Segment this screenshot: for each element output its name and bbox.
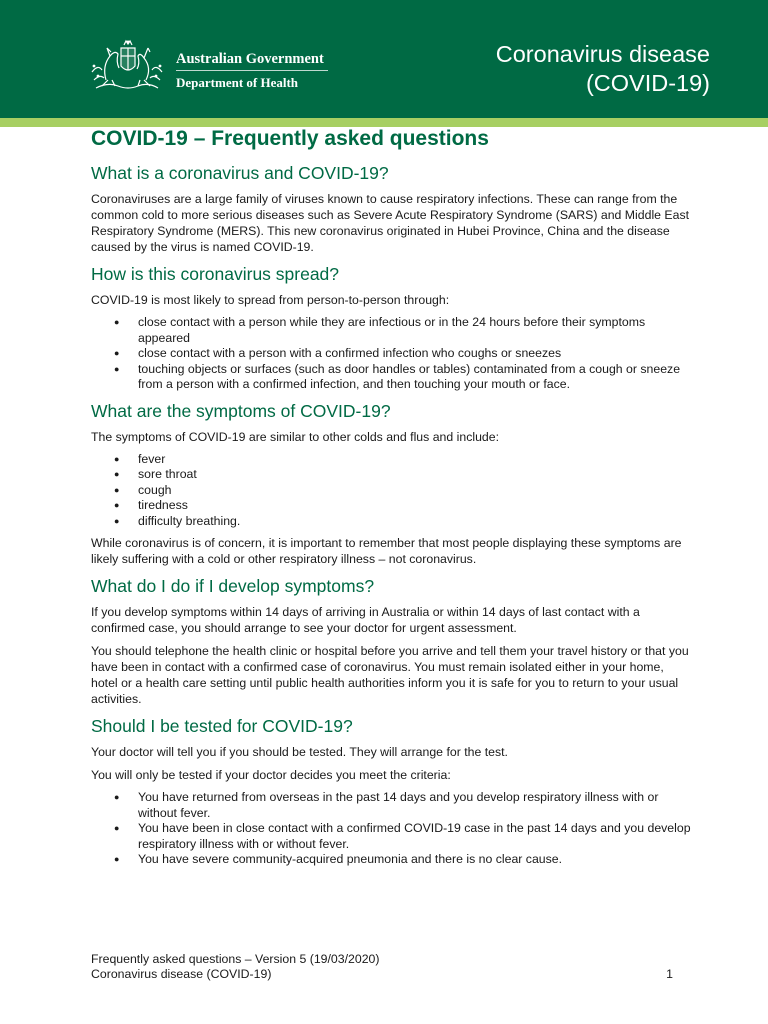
list-item [91, 483, 691, 499]
bullet-icon: ● [114, 515, 120, 526]
list-item [91, 467, 691, 483]
bullet-list [91, 315, 691, 393]
list-item [91, 362, 691, 393]
list-item [91, 514, 691, 530]
section-heading: What do I do if I develop symptoms? [91, 576, 375, 596]
list-item-text: cough [138, 482, 172, 497]
paragraph: Coronaviruses are a large family of viruses known to cause respiratory infections. These can range from the common cold to more serious diseases such as Severe Acute Respiratory Syndrome (SARS) and Middle East Respiratory Syndrome (MERS). This new coronavirus originated in Hubei Province, China and the disease caused by the virus is named COVID-19. [91, 192, 690, 254]
bullet-icon: ● [114, 854, 120, 864]
org-name: Australian Government [176, 51, 324, 67]
list-item-text: touching objects or surfaces (such as door handles or tables) contaminated from a cough or sneeze from a person with a confirmed infection, and then touching your mouth or face. [138, 361, 681, 391]
section-symptoms [91, 399, 691, 568]
list-item [91, 498, 691, 514]
bullet-list [91, 790, 691, 868]
list-item-text: close contact with a person while they are infectious or in the 24 hours before their symptoms appeared [138, 315, 646, 345]
paragraph: While coronavirus is of concern, it is important to remember that most people displaying these symptoms are likely suffering with a cold or other respiratory illness – not coronavirus. [91, 536, 682, 566]
paragraph: You should telephone the health clinic or hospital before you arrive and tell them your travel history or that you have been in contact with a confirmed case of coronavirus. You must remain isolated either in your home, hotel or a health care setting until public health authorities inform you it is safe for you to return to your usual activities. [91, 644, 689, 706]
section-heading: Should I be tested for COVID-19? [91, 716, 353, 736]
list-item-text: difficulty breathing. [138, 513, 241, 528]
section-what-is-covid [91, 161, 691, 255]
wordmark-divider [176, 70, 328, 71]
bullet-icon: ● [114, 500, 120, 510]
coat-of-arms-icon [88, 36, 166, 96]
bullet-icon: ● [114, 317, 120, 327]
section-heading: What is a coronavirus and COVID-19? [91, 163, 389, 183]
page-title: COVID-19 – Frequently asked questions [91, 127, 489, 150]
list-item [91, 315, 691, 346]
footer-line-with-page [91, 967, 673, 982]
government-wordmark [176, 50, 328, 91]
list-item-text: You have returned from overseas in the past 14 days and you develop respiratory illness with or without fever. [138, 790, 659, 820]
list-item [91, 452, 691, 468]
page-number: 1 [666, 967, 673, 981]
list-item [91, 852, 691, 868]
paragraph: COVID-19 is most likely to spread from person-to-person through: [91, 293, 450, 307]
bullet-icon: ● [114, 363, 120, 374]
paragraph: If you develop symptoms within 14 days of arriving in Australia or within 14 days of last contact with a confirmed case, you should arrange to see your doctor for urgent assessment. [91, 605, 640, 635]
bullet-icon: ● [114, 469, 120, 479]
document-title-line-2: (COVID-19) [585, 70, 710, 96]
document-title-line-1: Coronavirus disease [495, 41, 710, 67]
list-item-text: fever [138, 451, 166, 466]
footer-doc-name: Coronavirus disease (COVID-19) [91, 967, 272, 981]
department-name: Department of Health [176, 75, 299, 90]
section-develop-symptoms [91, 574, 691, 707]
bullet-icon: ● [114, 823, 120, 833]
bullet-icon: ● [114, 484, 120, 495]
page-footer [91, 952, 673, 982]
paragraph: Your doctor will tell you if you should be tested. They will arrange for the test. [91, 745, 508, 759]
main-content [91, 125, 691, 874]
bullet-icon: ● [114, 792, 120, 802]
section-spread [91, 262, 691, 393]
footer-line: Frequently asked questions – Version 5 (19/03/2020) [91, 952, 380, 966]
list-item [91, 346, 691, 362]
paragraph: You will only be tested if your doctor decides you meet the criteria: [91, 768, 451, 782]
bullet-icon: ● [114, 453, 120, 464]
list-item-text: You have been in close contact with a confirmed COVID-19 case in the past 14 days and you develop respiratory illness with or without fever. [138, 821, 691, 851]
section-heading: How is this coronavirus spread? [91, 264, 340, 284]
list-item [91, 790, 691, 821]
list-item-text: sore throat [138, 467, 197, 481]
list-item-text: tiredness [138, 498, 188, 512]
list-item-text: You have severe community-acquired pneumonia and there is no clear cause. [138, 852, 563, 866]
section-testing [91, 714, 691, 868]
section-heading: What are the symptoms of COVID-19? [91, 400, 391, 421]
paragraph: The symptoms of COVID-19 are similar to other colds and flus and include: [91, 429, 500, 444]
document-title [496, 40, 710, 98]
bullet-icon: ● [114, 348, 120, 358]
list-item-text: close contact with a person with a confirmed infection who coughs or sneezes [138, 346, 562, 360]
list-item [91, 821, 691, 852]
bullet-list [91, 452, 691, 530]
